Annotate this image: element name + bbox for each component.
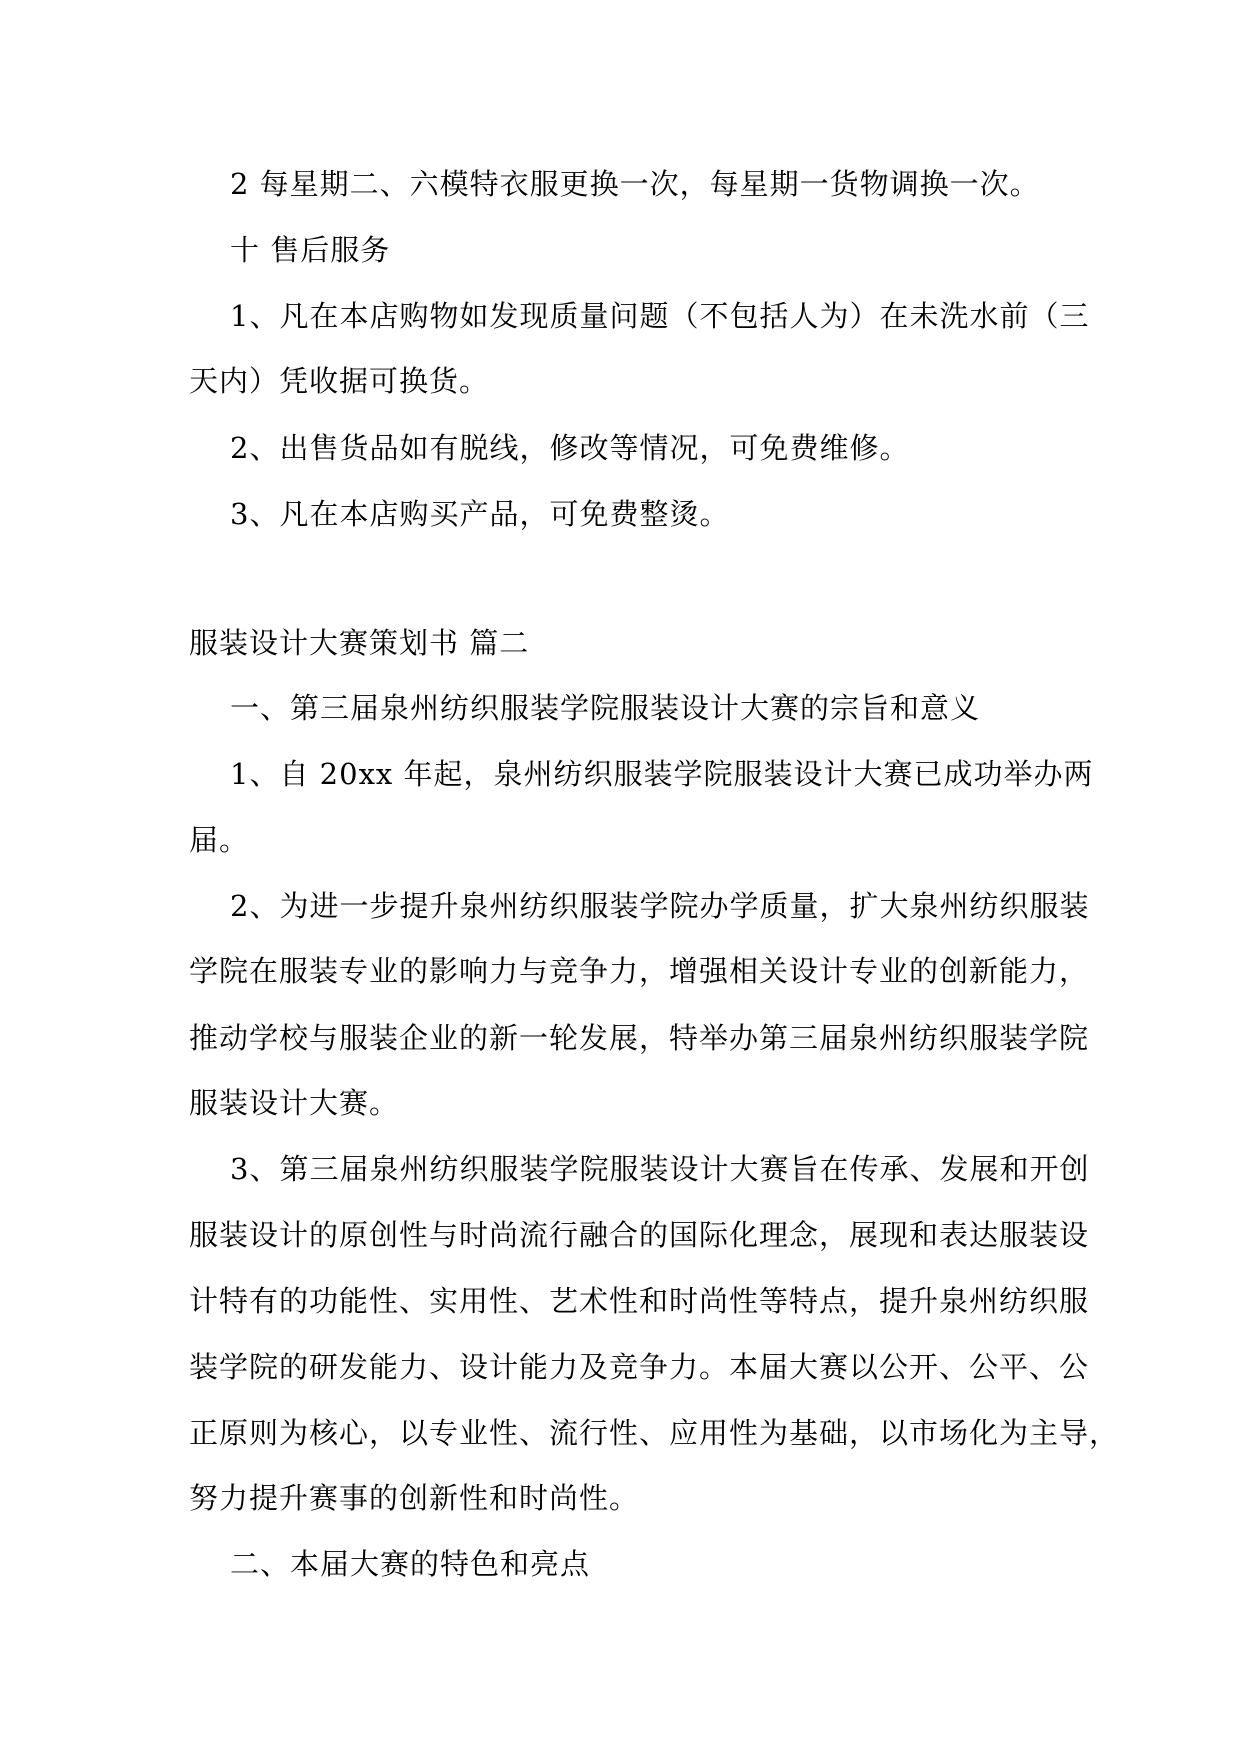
paragraph-line: 届。 bbox=[189, 823, 250, 857]
paragraph-line: 天内）凭收据可换货。 bbox=[189, 364, 490, 398]
paragraph-line: 计特有的功能性、实用性、艺术性和时尚性等特点，提升泉州纺织服 bbox=[189, 1284, 1090, 1318]
document-title: 服装设计大赛策划书 篇二 bbox=[189, 626, 530, 660]
paragraph-line: 1、凡在本店购物如发现质量问题（不包括人为）在未洗水前（三 bbox=[230, 299, 1090, 333]
paragraph-line: 3、第三届泉州纺织服装学院服装设计大赛旨在传承、发展和开创 bbox=[230, 1152, 1090, 1186]
paragraph-line: 1、自 20xx 年起，泉州纺织服装学院服装设计大赛已成功举办两 bbox=[230, 757, 1094, 791]
paragraph-line: 推动学校与服装企业的新一轮发展，特举办第三届泉州纺织服装学院 bbox=[189, 1021, 1090, 1055]
section-heading: 二、本届大赛的特色和亮点 bbox=[230, 1547, 591, 1581]
section-heading: 一、第三届泉州纺织服装学院服装设计大赛的宗旨和意义 bbox=[230, 691, 981, 725]
paragraph-line: 正原则为核心，以专业性、流行性、应用性为基础，以市场化为主导， bbox=[189, 1416, 1120, 1450]
paragraph-line: 3、凡在本店购买产品，可免费整烫。 bbox=[230, 497, 730, 531]
paragraph-line: 学院在服装专业的影响力与竞争力，增强相关设计专业的创新能力， bbox=[189, 954, 1090, 988]
paragraph-line: 服装设计的原创性与时尚流行融合的国际化理念，展现和表达服装设 bbox=[189, 1218, 1090, 1252]
paragraph-line: 服装设计大赛。 bbox=[189, 1086, 400, 1120]
paragraph-line: 2、出售货品如有脱线，修改等情况，可免费维修。 bbox=[230, 431, 910, 465]
paragraph-line: 2、为进一步提升泉州纺织服装学院办学质量，扩大泉州纺织服装 bbox=[230, 889, 1090, 923]
section-heading: 十 售后服务 bbox=[230, 233, 391, 267]
paragraph-line: 装学院的研发能力、设计能力及竞争力。本届大赛以公开、公平、公 bbox=[189, 1350, 1090, 1384]
paragraph-line: 2 每星期二、六模特衣服更换一次，每星期一货物调换一次。 bbox=[230, 167, 1040, 201]
paragraph-line: 努力提升赛事的创新性和时尚性。 bbox=[189, 1481, 640, 1515]
